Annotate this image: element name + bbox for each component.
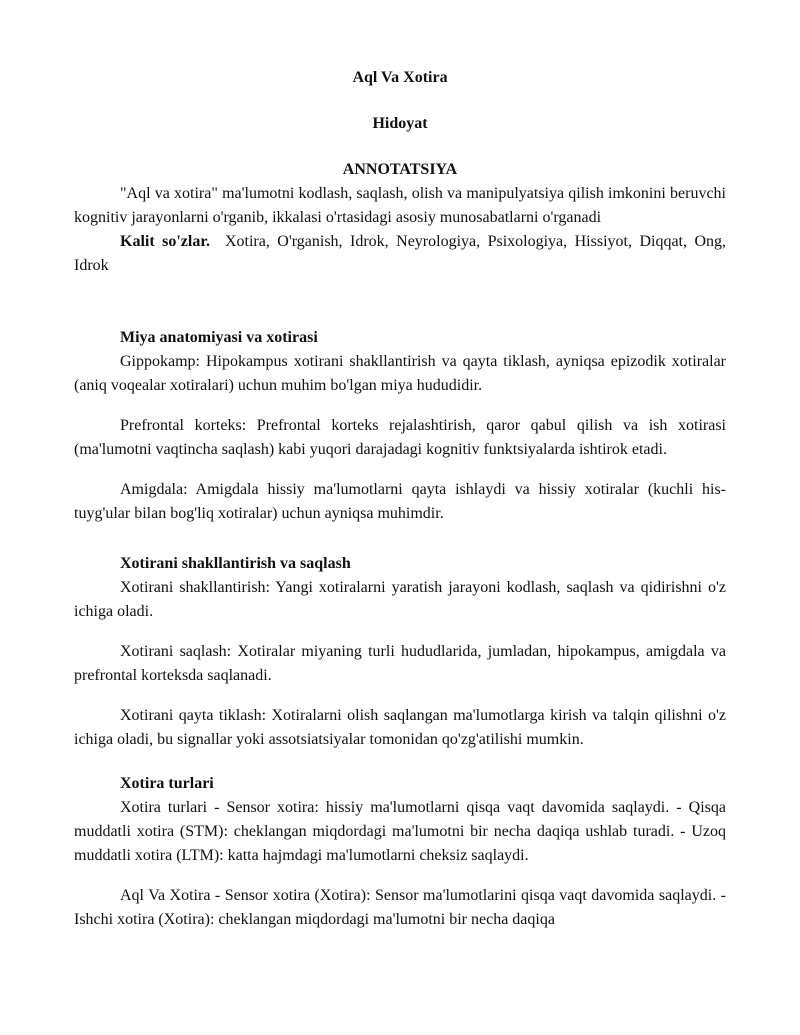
keywords-paragraph [74,230,726,278]
annotation-text: "Aql va xotira" ma'lumotni kodlash, saqlash, olish va manipulyatsiya qilish imkonini beruvchi kognitiv jarayonlarni o'rganib, ikkalasi o'rtasidagi asosiy munosabatlarni o'rganadi [74,185,726,226]
paragraph-mind-and-memory: Aql Va Xotira - Sensor xotira (Xotira): Sensor ma'lumotlarini qisqa vaqt davomida saqlaydi. - Ishchi xotira (Xotira): cheklangan miqdordagi ma'lumotni bir necha daqiqa [74,887,726,928]
paragraph-memory-types: Xotira turlari - Sensor xotira: hissiy ma'lumotlarni qisqa vaqt davomida saqlaydi. - Qisqa muddatli xotira (STM): cheklangan miqdordagi ma'lumotni bir necha daqiqa ushlab turadi. - Uzoq muddatli xotira (LTM): katta hajmdagi ma'lumotlarni cheksiz saqlaydi. [74,799,726,864]
document-title: Aql Va Xotira [352,69,448,86]
keywords-label: Kalit so'zlar. [120,233,210,250]
annotation-heading: ANNOTATSIYA [342,161,458,178]
paragraph-memory-retrieval: Xotirani qayta tiklash: Xotiralarni olish saqlangan ma'lumotlarga kirish va talqin qilishni o'z ichiga oladi, bu signallar yoki assotsiatsiyalar tomonidan qo'zg'atilishi mumkin. [74,707,726,748]
paragraph-memory-storage: Xotirani saqlash: Xotiralar miyaning turli hududlarida, jumladan, hipokampus, amigdala va prefrontal korteksda saqlanadi. [74,643,726,684]
document-page [74,60,726,932]
paragraph-amygdala: Amigdala: Amigdala hissiy ma'lumotlarni qayta ishlaydi va hissiy xotiralar (kuchli his-tuyg'ular bilan bog'liq xotiralar) uchun ayniqsa muhimdir. [74,481,726,522]
section-heading-memory-formation: Xotirani shakllantirish va saqlash [120,555,351,572]
section-heading-memory-types: Xotira turlari [120,775,214,792]
section-heading-brain-anatomy: Miya anatomiyasi va xotirasi [120,329,318,346]
paragraph-memory-formation: Xotirani shakllantirish: Yangi xotiralarni yaratish jarayoni kodlash, saqlash va qidirishni o'z ichiga oladi. [74,579,726,620]
paragraph-hippocampus: Gippokamp: Hipokampus xotirani shakllantirish va qayta tiklash, ayniqsa epizodik xotiralar (aniq voqealar xotiralari) uchun muhim bo'lgan miya hududidir. [74,353,726,394]
keywords-text: Xotira, O'rganish, Idrok, Neyrologiya, Psixologiya, Hissiyot, Diqqat, Ong, Idrok [74,233,727,274]
document-author: Hidoyat [372,115,428,132]
paragraph-prefrontal-cortex: Prefrontal korteks: Prefrontal korteks rejalashtirish, qaror qabul qilish va ish xotirasi (ma'lumotni vaqtincha saqlash) kabi yuqori darajadagi kognitiv funktsiyalarda ishtirok etadi. [74,417,726,458]
